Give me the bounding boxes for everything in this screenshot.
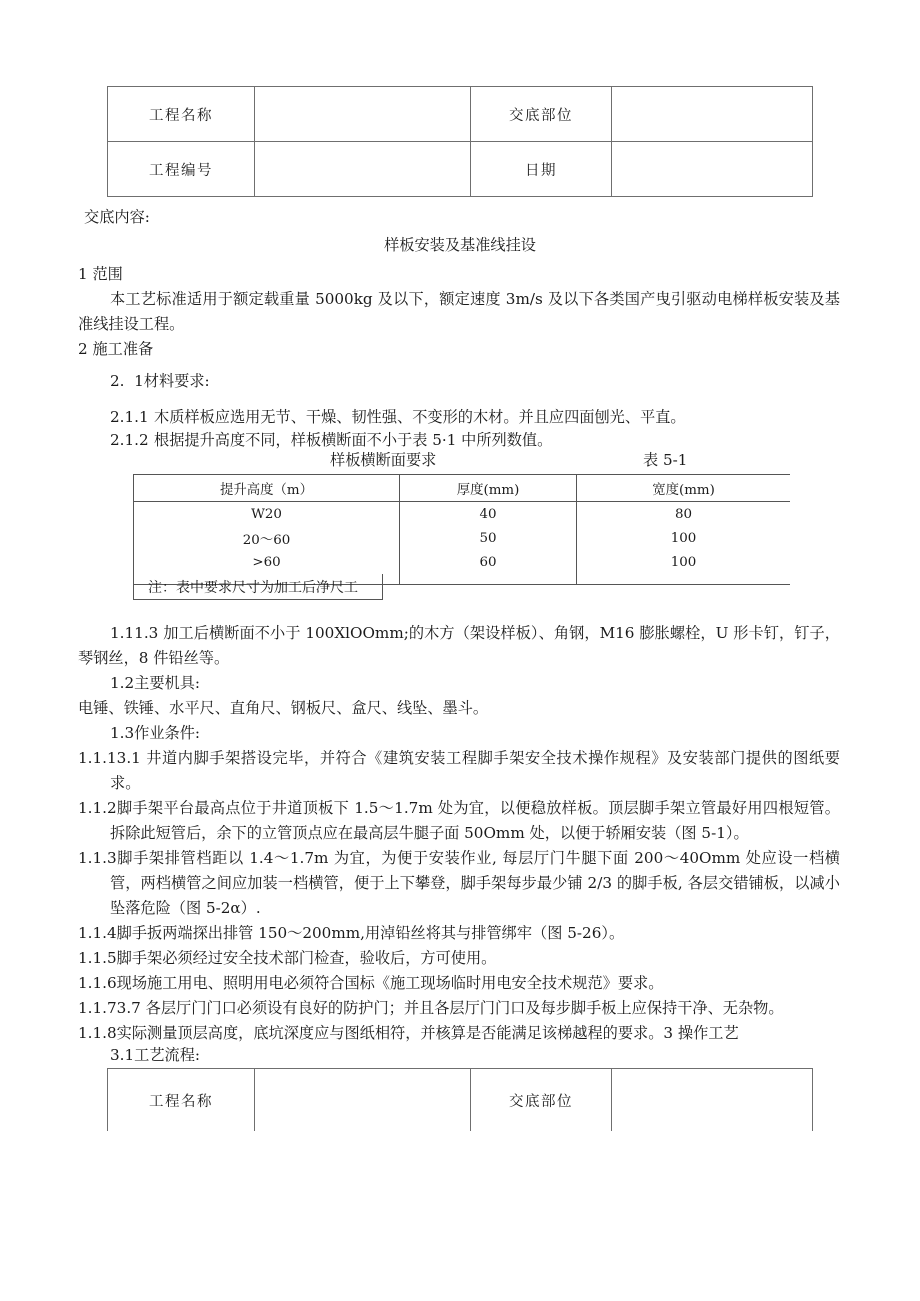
table-row bbox=[108, 1069, 813, 1132]
table-row bbox=[108, 87, 813, 142]
date-value[interactable] bbox=[612, 142, 813, 197]
page-title: 样板安装及基准线挂设 bbox=[384, 236, 536, 254]
section-1-heading: 1 范围 bbox=[78, 265, 123, 283]
item-2-1-2-text: 根据提升高度不同，样板横断面不小于表 5·1 中所列数值。 bbox=[154, 431, 553, 449]
footer-disclosure-part-value[interactable] bbox=[612, 1069, 813, 1132]
project-name-label: 工程名称 bbox=[108, 87, 255, 142]
item-1-1-8-text: 实际测量顶层高度，底坑深度应与图纸相符，并核算是否能满足该梯越程的要求。3 操作工艺 bbox=[116, 1024, 739, 1042]
item-2-1-2-number: 2.1.2 bbox=[110, 431, 149, 449]
item-1-1-3 bbox=[78, 846, 840, 921]
item-1-1-6-number: 1.1.6 bbox=[78, 974, 117, 992]
item-2-1-2 bbox=[110, 428, 840, 453]
item-1-3 bbox=[110, 721, 200, 746]
para-1-11-3: 1.11.3 加工后横断面不小于 100XlOOmm;的木方（架设样板）、角钢，M16 膨胀螺栓，U 形卡钉，钉子，琴钢丝，8 件铅丝等。 bbox=[78, 624, 840, 667]
item-1-3-heading: 作业条件: bbox=[134, 724, 201, 742]
item-1-1-5-number: 1.1.5 bbox=[78, 949, 117, 967]
spec-cell-thickness: 50 bbox=[400, 526, 577, 550]
footer-info-table bbox=[107, 1068, 813, 1131]
item-2-1-1-number: 2.1.1 bbox=[110, 408, 149, 426]
item-1-1-7-number: 1.1.7 bbox=[78, 999, 117, 1017]
item-1-1-1-text: 3.1 井道内脚手架搭设完毕，并符合《建筑安装工程脚手架安全技术操作规程》及安装部门提供的图纸要求。 bbox=[110, 749, 840, 792]
date-label: 日期 bbox=[471, 142, 612, 197]
item-1-1-2 bbox=[78, 796, 840, 846]
item-3-1-heading: 工艺流程: bbox=[134, 1046, 201, 1064]
project-number-value[interactable] bbox=[255, 142, 471, 197]
spec-table bbox=[133, 474, 790, 585]
table-row bbox=[134, 526, 791, 550]
content-label: 交底内容: bbox=[84, 208, 150, 226]
item-3-1-number: 3.1 bbox=[110, 1046, 135, 1064]
item-1-1-7 bbox=[78, 996, 840, 1021]
spec-header-height: 提升高度（m） bbox=[134, 475, 400, 502]
item-1-1-7-text: 3.7 各层厅门门口必须设有良好的防护门；并且各层厅门门口及每步脚手板上应保持干净、无杂物。 bbox=[116, 999, 784, 1017]
table-header-row bbox=[134, 475, 791, 502]
item-1-1-8-number: 1.1.8 bbox=[78, 1024, 117, 1042]
item-2-1-1-text: 木质样板应选用无节、干燥、韧性强、不变形的木材。并且应四面刨光、平直。 bbox=[154, 408, 686, 426]
spec-cell-width: 100 bbox=[577, 550, 791, 585]
spec-cell-thickness: 40 bbox=[400, 502, 577, 527]
item-1-1-3-number: 1.1.3 bbox=[78, 849, 117, 867]
section-1-body: 本工艺标准适用于额定载重量 5000kg 及以下，额定速度 3m/s 及以下各类国产曳引驱动电梯样板安装及基准线挂设工程。 bbox=[78, 290, 840, 333]
item-1-1-5 bbox=[78, 946, 840, 971]
item-1-1-5-text: 脚手架必须经过安全技术部门检查，验收后，方可使用。 bbox=[116, 949, 497, 967]
footer-project-name-label: 工程名称 bbox=[108, 1069, 255, 1132]
spec-header-thickness: 厚度(mm) bbox=[400, 475, 577, 502]
item-2-1-1 bbox=[110, 405, 840, 430]
spec-cell-width: 100 bbox=[670, 530, 697, 546]
item-1-1-4-text: 脚手扳两端探出排管 150～200mm,用淖铅丝将其与排管绑牢（图 5-26）。 bbox=[116, 924, 625, 942]
spec-table-caption-number: 表 5-1 bbox=[643, 451, 688, 469]
item-1-2-heading: 主要机具: bbox=[134, 674, 201, 692]
spec-cell-height: W20 bbox=[134, 502, 400, 527]
footer-project-name-value[interactable] bbox=[255, 1069, 471, 1132]
item-1-1-4 bbox=[78, 921, 840, 946]
section-2-1-heading: 2. 1材料要求: bbox=[110, 372, 210, 390]
spec-cell-height: 20～60 bbox=[134, 526, 400, 550]
item-1-1-6-text: 现场施工用电、照明用电必须符合国标《施工现场临时用电安全技术规范》要求。 bbox=[116, 974, 664, 992]
table-row bbox=[134, 502, 791, 527]
item-1-2 bbox=[110, 671, 200, 696]
spec-cell-thickness: 60 bbox=[400, 550, 577, 585]
item-1-1-1-number: 1.1.1 bbox=[78, 749, 117, 767]
item-1-1-4-number: 1.1.4 bbox=[78, 924, 117, 942]
item-1-3-number: 1.3 bbox=[110, 724, 135, 742]
project-number-label: 工程编号 bbox=[108, 142, 255, 197]
item-1-2-number: 1.2 bbox=[110, 674, 135, 692]
spec-table-caption-main: 样板横断面要求 bbox=[330, 451, 437, 469]
item-1-1-1 bbox=[78, 746, 840, 796]
item-1-1-2-text: 脚手架平台最高点位于井道顶板下 1.5～1.7m 处为宜，以便稳放样板。顶层脚手架立管最好用四根短管。拆除此短管后，余下的立管顶点应在最高层牛腿子面 50Omm 处，以便于轿厢安装（图 5-1）。 bbox=[110, 799, 840, 842]
item-1-1-2-number: 1.1.2 bbox=[78, 799, 117, 817]
table-row bbox=[108, 142, 813, 197]
spec-table-note: 注：表中要求尺寸为加工后净尺工 bbox=[133, 574, 383, 600]
item-1-1-3-text: 脚手架排管档距以 1.4～1.7m 为宜，为便于安装作业, 每层厅门牛腿下面 200～40Omm 处应设一档横管，两档横管之间应加装一档横管，便于上下攀登，脚手架每步最少铺 2/3 的脚手板, 各层交错铺板，以减小坠落危险（图 5-2α）. bbox=[110, 849, 840, 917]
item-1-1-6 bbox=[78, 971, 840, 996]
spec-header-width: 宽度(mm) bbox=[577, 475, 791, 502]
disclosure-part-value[interactable] bbox=[612, 87, 813, 142]
item-1-2-text: 电锤、铁锤、水平尺、直角尺、钢板尺、盒尺、线坠、墨斗。 bbox=[78, 699, 489, 717]
spec-cell-width: 80 bbox=[674, 506, 693, 522]
header-info-table bbox=[107, 86, 813, 197]
section-2-heading: 2 施工准备 bbox=[78, 340, 154, 358]
item-3-1 bbox=[110, 1043, 200, 1068]
project-name-value[interactable] bbox=[255, 87, 471, 142]
spec-cell-height: >60 bbox=[134, 550, 400, 585]
footer-disclosure-part-label: 交底部位 bbox=[471, 1069, 612, 1132]
disclosure-part-label: 交底部位 bbox=[471, 87, 612, 142]
